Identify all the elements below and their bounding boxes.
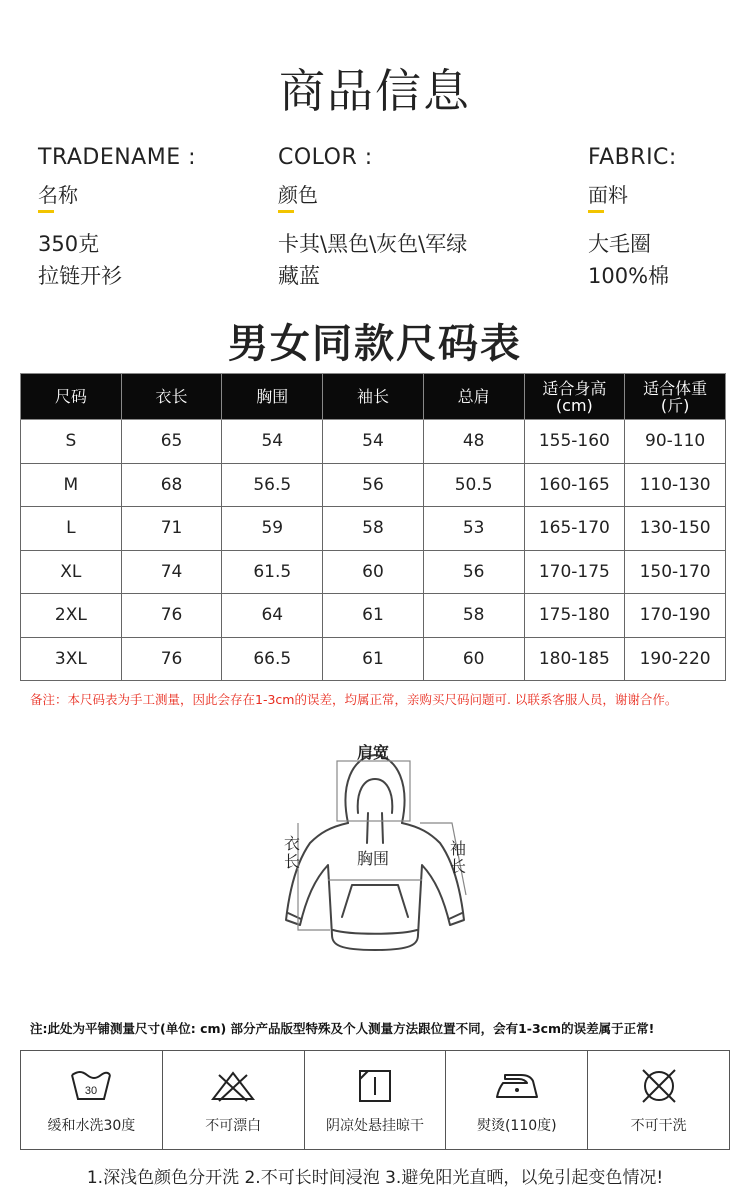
tradename-value-2: 拉链开衫: [38, 264, 122, 288]
table-cell: 61: [323, 637, 424, 681]
iron-icon: [493, 1069, 541, 1103]
header-weight: 适合体重 (斤): [625, 374, 726, 420]
table-cell: 61.5: [222, 550, 323, 594]
header-height: 适合身高 (cm): [524, 374, 625, 420]
tradename-label: TRADENAME :: [38, 145, 197, 170]
care-dryclean: [588, 1051, 729, 1149]
wash-temp-text: 30: [85, 1085, 98, 1097]
tradename-zh-label: 名称: [38, 179, 78, 208]
table-cell: 3XL: [21, 637, 122, 681]
tradename-column: [38, 145, 196, 292]
diagram-sleeve-label: 袖长: [450, 839, 467, 876]
color-value-1: 卡其\黑色\灰色\军绿: [278, 232, 468, 256]
table-cell: 54: [323, 420, 424, 464]
care-bleach: [163, 1051, 305, 1149]
table-cell: 54: [222, 420, 323, 464]
table-cell: 68: [121, 463, 222, 507]
header-size: 尺码: [21, 374, 122, 420]
table-cell: 65: [121, 420, 222, 464]
washing-tips: 1.深浅色颜色分开洗 2.不可长时间浸泡 3.避免阳光直晒，以免引起变色情况!: [86, 1168, 664, 1188]
table-cell: 61: [323, 594, 424, 638]
care-wash: [21, 1051, 163, 1149]
size-chart-title: 男女同款尺码表: [228, 321, 522, 367]
line-dry-shade-icon: [353, 1069, 397, 1103]
table-row: [21, 420, 726, 464]
table-cell: 56: [423, 550, 524, 594]
fabric-value-1: 大毛圈: [588, 232, 651, 256]
table-cell: 66.5: [222, 637, 323, 681]
table-cell: 175-180: [524, 594, 625, 638]
color-label: COLOR :: [278, 145, 373, 170]
fabric-zh-label: 面料: [588, 179, 628, 208]
table-row: [21, 594, 726, 638]
size-table: [20, 373, 726, 681]
table-cell: 56: [323, 463, 424, 507]
care-iron-label: 熨烫(110度): [476, 1118, 557, 1134]
care-iron: [446, 1051, 588, 1149]
header-length: 衣长: [121, 374, 222, 420]
table-cell: 160-165: [524, 463, 625, 507]
care-bleach-label: 不可漂白: [205, 1118, 262, 1134]
no-dry-clean-icon: [637, 1069, 681, 1103]
table-cell: 58: [323, 507, 424, 551]
table-row: [21, 463, 726, 507]
table-cell: 155-160: [524, 420, 625, 464]
table-cell: 170-190: [625, 594, 726, 638]
table-cell: 76: [121, 637, 222, 681]
table-row: [21, 507, 726, 551]
table-cell: 60: [423, 637, 524, 681]
table-cell: L: [21, 507, 122, 551]
header-chest: 胸围: [222, 374, 323, 420]
care-dryclean-label: 不可干洗: [630, 1118, 687, 1134]
table-cell: 130-150: [625, 507, 726, 551]
hood-inner: [358, 779, 393, 813]
hood-outline: [346, 755, 405, 823]
table-cell: 50.5: [423, 463, 524, 507]
size-table-header-row: [21, 374, 726, 420]
fabric-column: [588, 145, 677, 292]
table-cell: 71: [121, 507, 222, 551]
size-note-red: 备注：本尺码表为手工测量，因此会存在1-3cm的误差，均属正常，亲购买尺码问题可. 以联系客服人员，谢谢合作。: [30, 692, 678, 707]
body-outline: [286, 823, 464, 950]
table-cell: 58: [423, 594, 524, 638]
care-dry: [305, 1051, 447, 1149]
table-cell: 74: [121, 550, 222, 594]
table-cell: 60: [323, 550, 424, 594]
table-cell: 76: [121, 594, 222, 638]
table-cell: 48: [423, 420, 524, 464]
color-value-2: 藏蓝: [278, 264, 320, 288]
table-cell: 59: [222, 507, 323, 551]
diagram-length-label: 衣长: [284, 834, 301, 871]
care-dry-label: 阴凉处悬挂晾干: [325, 1118, 424, 1134]
table-cell: S: [21, 420, 122, 464]
no-bleach-icon: [211, 1069, 255, 1103]
table-cell: 165-170: [524, 507, 625, 551]
table-cell: 170-175: [524, 550, 625, 594]
fabric-value-2: 100%棉: [588, 264, 670, 288]
table-cell: 180-185: [524, 637, 625, 681]
wash-30-icon: [69, 1069, 113, 1103]
care-instructions: [20, 1050, 730, 1150]
table-cell: 56.5: [222, 463, 323, 507]
diagram-chest-label: 胸围: [357, 849, 390, 868]
table-cell: XL: [21, 550, 122, 594]
table-cell: 190-220: [625, 637, 726, 681]
table-cell: 53: [423, 507, 524, 551]
care-wash-label: 缓和水洗30度: [47, 1118, 136, 1134]
table-row: [21, 637, 726, 681]
tradename-value-1: 350克: [38, 232, 100, 256]
table-cell: 150-170: [625, 550, 726, 594]
fabric-label: FABRIC:: [588, 145, 677, 170]
header-sleeve: 袖长: [323, 374, 424, 420]
page-title: 商品信息: [279, 64, 471, 118]
header-shoulder: 总肩: [423, 374, 524, 420]
table-cell: 90-110: [625, 420, 726, 464]
table-cell: 110-130: [625, 463, 726, 507]
color-column: [278, 145, 467, 292]
table-cell: M: [21, 463, 122, 507]
diagram-shoulder-label: 肩宽: [357, 743, 390, 762]
table-row: [21, 550, 726, 594]
table-cell: 2XL: [21, 594, 122, 638]
table-cell: 64: [222, 594, 323, 638]
color-zh-label: 颜色: [278, 179, 318, 208]
shoulder-frame: [337, 761, 410, 821]
measurement-note: 注:此处为平铺测量尺寸(单位: cm) 部分产品版型特殊及个人测量方法跟位置不同，会有1-3cm的误差属于正常!: [30, 1021, 655, 1036]
